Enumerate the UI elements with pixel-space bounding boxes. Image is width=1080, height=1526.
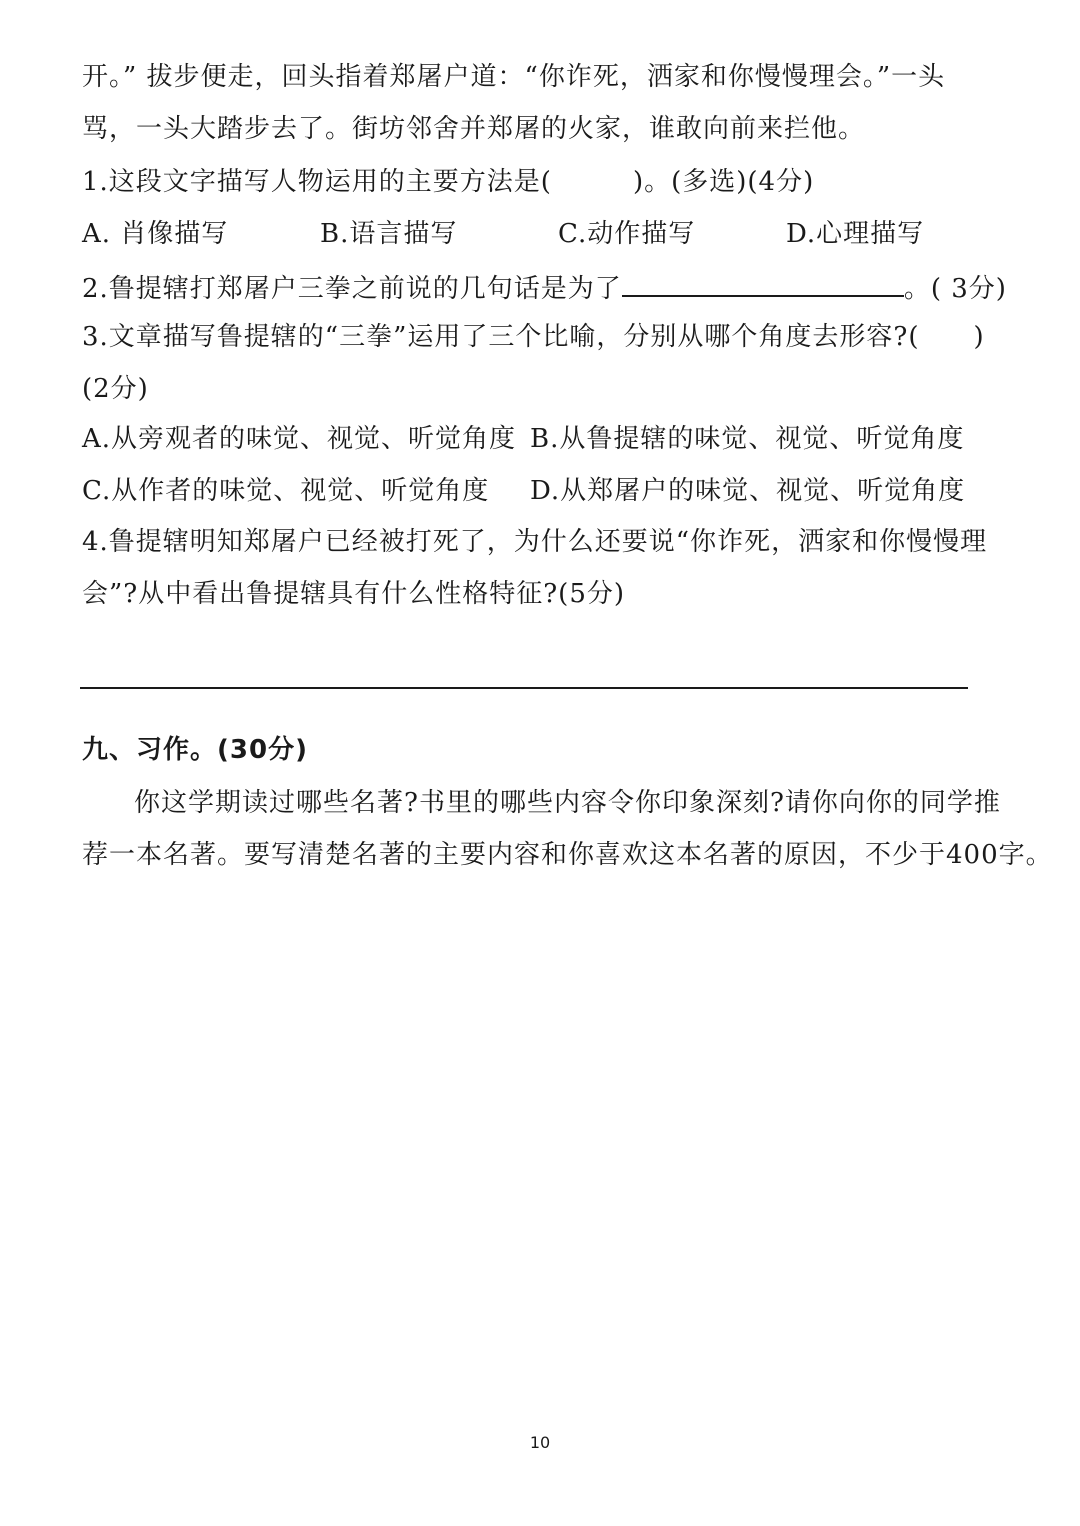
q1-option-c: C.动作描写 (558, 219, 696, 249)
question-3: 3.文章描写鲁提辖的“三拳”运用了三个比喻，分别从哪个角度去形容?( ) (82, 322, 985, 352)
page-number: 10 (529, 1433, 551, 1452)
q2-suffix: 。( 3分) (903, 274, 1007, 304)
question-4-line-1: 4.鲁提辖明知郑屠户已经被打死了，为什么还要说“你诈死，洒家和你慢慢理 (82, 527, 988, 557)
q3-option-a: A.从旁观者的味觉、视觉、听觉角度 (82, 424, 517, 454)
section-9-prompt-line-2: 荐一本名著。要写清楚名著的主要内容和你喜欢这本名著的原因，不少于400字。 (82, 840, 1053, 870)
q2-answer-blank[interactable] (622, 269, 904, 297)
question-4-line-2: 会”?从中看出鲁提辖具有什么性格特征?(5分) (82, 579, 626, 609)
question-1: 1.这段文字描写人物运用的主要方法是( )。(多选)(4分) (82, 167, 815, 197)
q4-answer-line[interactable] (80, 687, 968, 689)
section-9-prompt-line-1: 你这学期读过哪些名著?书里的哪些内容令你印象深刻?请你向你的同学推 (134, 788, 1001, 818)
passage-line-1: 开。” 拔步便走，回头指着郑屠户道：“你诈死，洒家和你慢慢理会。”一头 (82, 62, 946, 92)
q1-option-b: B.语言描写 (320, 219, 458, 249)
q3-option-c: C.从作者的味觉、视觉、听觉角度 (82, 476, 490, 506)
q1-option-d: D.心理描写 (786, 219, 925, 249)
q2-prefix: 2.鲁提辖打郑屠户三拳之前说的几句话是为了 (82, 274, 622, 304)
q1-option-a: A. 肖像描写 (82, 219, 229, 249)
q3-option-b: B.从鲁提辖的味觉、视觉、听觉角度 (530, 424, 965, 454)
passage-line-2: 骂，一头大踏步去了。街坊邻舍并郑屠的火家，谁敢向前来拦他。 (82, 114, 866, 144)
section-9-title: 九、习作。(30分) (82, 735, 308, 765)
question-2 (82, 269, 1007, 306)
q3-score: (2分) (82, 374, 149, 404)
q3-option-d: D.从郑屠户的味觉、视觉、听觉角度 (530, 476, 966, 506)
